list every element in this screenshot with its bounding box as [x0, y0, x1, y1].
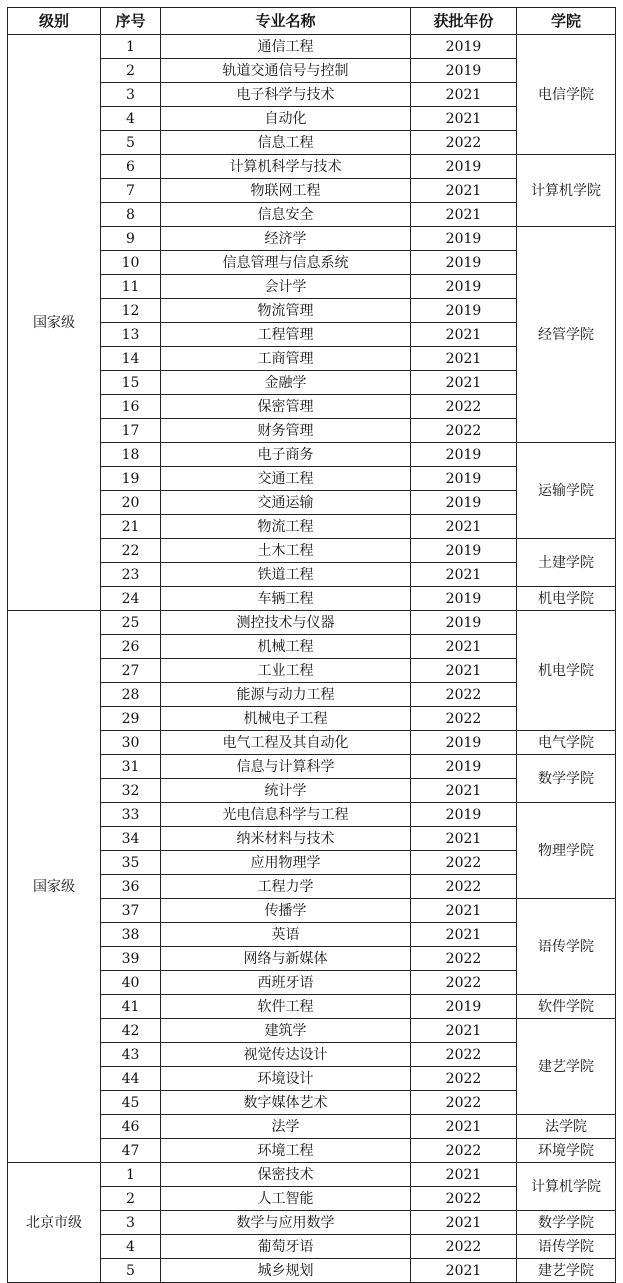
table-row	[8, 1163, 616, 1187]
seq-cell: 17	[101, 419, 161, 443]
approval-year-cell: 2022	[411, 683, 517, 707]
college-cell: 数学学院	[517, 1211, 616, 1235]
seq-cell: 35	[101, 851, 161, 875]
major-name-cell: 自动化	[161, 107, 411, 131]
approval-year-cell: 2019	[411, 803, 517, 827]
approval-year-cell: 2021	[411, 179, 517, 203]
major-name-cell: 信息管理与信息系统	[161, 251, 411, 275]
seq-cell: 21	[101, 515, 161, 539]
seq-cell: 3	[101, 83, 161, 107]
header-level: 级别	[8, 8, 101, 35]
major-name-cell: 工程力学	[161, 875, 411, 899]
seq-cell: 15	[101, 371, 161, 395]
table-row	[8, 35, 616, 59]
major-name-cell: 交通运输	[161, 491, 411, 515]
approval-year-cell: 2022	[411, 419, 517, 443]
major-name-cell: 网络与新媒体	[161, 947, 411, 971]
approval-year-cell: 2021	[411, 347, 517, 371]
college-cell: 环境学院	[517, 1139, 616, 1163]
major-name-cell: 机械电子工程	[161, 707, 411, 731]
approval-year-cell: 2021	[411, 1259, 517, 1283]
major-name-cell: 电子科学与技术	[161, 83, 411, 107]
seq-cell: 38	[101, 923, 161, 947]
college-cell: 计算机学院	[517, 1163, 616, 1211]
college-cell: 运输学院	[517, 443, 616, 539]
seq-cell: 33	[101, 803, 161, 827]
seq-cell: 4	[101, 1235, 161, 1259]
college-cell: 建艺学院	[517, 1259, 616, 1283]
approval-year-cell: 2019	[411, 155, 517, 179]
seq-cell: 27	[101, 659, 161, 683]
approval-year-cell: 2021	[411, 563, 517, 587]
seq-cell: 10	[101, 251, 161, 275]
major-name-cell: 机械工程	[161, 635, 411, 659]
approval-year-cell: 2019	[411, 467, 517, 491]
college-cell: 机电学院	[517, 587, 616, 611]
seq-cell: 28	[101, 683, 161, 707]
seq-cell: 32	[101, 779, 161, 803]
college-cell: 电气学院	[517, 731, 616, 755]
approval-year-cell: 2021	[411, 899, 517, 923]
approval-year-cell: 2021	[411, 923, 517, 947]
approval-year-cell: 2021	[411, 659, 517, 683]
approval-year-cell: 2019	[411, 995, 517, 1019]
approval-year-cell: 2019	[411, 35, 517, 59]
major-name-cell: 车辆工程	[161, 587, 411, 611]
seq-cell: 37	[101, 899, 161, 923]
major-name-cell: 信息工程	[161, 131, 411, 155]
level-cell: 国家级	[8, 611, 101, 1163]
approval-year-cell: 2021	[411, 83, 517, 107]
seq-cell: 46	[101, 1115, 161, 1139]
header-no: 序号	[101, 8, 161, 35]
major-name-cell: 城乡规划	[161, 1259, 411, 1283]
table-body	[8, 35, 616, 1283]
major-name-cell: 英语	[161, 923, 411, 947]
seq-cell: 36	[101, 875, 161, 899]
approval-year-cell: 2021	[411, 203, 517, 227]
seq-cell: 9	[101, 227, 161, 251]
seq-cell: 3	[101, 1211, 161, 1235]
seq-cell: 19	[101, 467, 161, 491]
level-cell: 国家级	[8, 35, 101, 611]
seq-cell: 42	[101, 1019, 161, 1043]
major-name-cell: 物联网工程	[161, 179, 411, 203]
major-name-cell: 数学与应用数学	[161, 1211, 411, 1235]
seq-cell: 31	[101, 755, 161, 779]
major-name-cell: 数字媒体艺术	[161, 1091, 411, 1115]
major-name-cell: 葡萄牙语	[161, 1235, 411, 1259]
seq-cell: 8	[101, 203, 161, 227]
major-name-cell: 金融学	[161, 371, 411, 395]
approval-year-cell: 2021	[411, 1019, 517, 1043]
college-cell: 土建学院	[517, 539, 616, 587]
approval-year-cell: 2021	[411, 371, 517, 395]
major-name-cell: 西班牙语	[161, 971, 411, 995]
seq-cell: 5	[101, 1259, 161, 1283]
approval-year-cell: 2019	[411, 755, 517, 779]
seq-cell: 25	[101, 611, 161, 635]
seq-cell: 2	[101, 59, 161, 83]
seq-cell: 47	[101, 1139, 161, 1163]
seq-cell: 40	[101, 971, 161, 995]
major-name-cell: 环境工程	[161, 1139, 411, 1163]
major-name-cell: 工程管理	[161, 323, 411, 347]
major-name-cell: 保密技术	[161, 1163, 411, 1187]
seq-cell: 45	[101, 1091, 161, 1115]
approval-year-cell: 2019	[411, 275, 517, 299]
approval-year-cell: 2019	[411, 251, 517, 275]
approval-year-cell: 2022	[411, 947, 517, 971]
major-name-cell: 交通工程	[161, 467, 411, 491]
major-name-cell: 会计学	[161, 275, 411, 299]
seq-cell: 12	[101, 299, 161, 323]
major-name-cell: 工商管理	[161, 347, 411, 371]
college-cell: 电信学院	[517, 35, 616, 155]
approval-year-cell: 2021	[411, 1211, 517, 1235]
seq-cell: 16	[101, 395, 161, 419]
major-name-cell: 轨道交通信号与控制	[161, 59, 411, 83]
majors-table	[7, 7, 616, 1283]
approval-year-cell: 2022	[411, 971, 517, 995]
major-name-cell: 纳米材料与技术	[161, 827, 411, 851]
college-cell: 建艺学院	[517, 1019, 616, 1115]
seq-cell: 2	[101, 1187, 161, 1211]
major-name-cell: 电子商务	[161, 443, 411, 467]
seq-cell: 13	[101, 323, 161, 347]
approval-year-cell: 2022	[411, 131, 517, 155]
major-name-cell: 铁道工程	[161, 563, 411, 587]
approval-year-cell: 2022	[411, 1067, 517, 1091]
approval-year-cell: 2019	[411, 611, 517, 635]
approval-year-cell: 2021	[411, 1163, 517, 1187]
seq-cell: 39	[101, 947, 161, 971]
seq-cell: 23	[101, 563, 161, 587]
approval-year-cell: 2019	[411, 227, 517, 251]
approval-year-cell: 2022	[411, 1235, 517, 1259]
approval-year-cell: 2022	[411, 395, 517, 419]
seq-cell: 26	[101, 635, 161, 659]
seq-cell: 5	[101, 131, 161, 155]
header-name: 专业名称	[161, 8, 411, 35]
approval-year-cell: 2019	[411, 299, 517, 323]
approval-year-cell: 2021	[411, 515, 517, 539]
major-name-cell: 信息与计算科学	[161, 755, 411, 779]
approval-year-cell: 2022	[411, 851, 517, 875]
college-cell: 软件学院	[517, 995, 616, 1019]
seq-cell: 7	[101, 179, 161, 203]
seq-cell: 30	[101, 731, 161, 755]
header-year: 获批年份	[411, 8, 517, 35]
approval-year-cell: 2019	[411, 491, 517, 515]
approval-year-cell: 2022	[411, 1091, 517, 1115]
header-college: 学院	[517, 8, 616, 35]
major-name-cell: 经济学	[161, 227, 411, 251]
major-name-cell: 财务管理	[161, 419, 411, 443]
seq-cell: 11	[101, 275, 161, 299]
approval-year-cell: 2021	[411, 323, 517, 347]
approval-year-cell: 2022	[411, 1187, 517, 1211]
seq-cell: 22	[101, 539, 161, 563]
major-name-cell: 人工智能	[161, 1187, 411, 1211]
major-name-cell: 物流管理	[161, 299, 411, 323]
major-name-cell: 电气工程及其自动化	[161, 731, 411, 755]
seq-cell: 1	[101, 35, 161, 59]
approval-year-cell: 2019	[411, 731, 517, 755]
major-name-cell: 物流工程	[161, 515, 411, 539]
approval-year-cell: 2021	[411, 779, 517, 803]
level-cell: 北京市级	[8, 1163, 101, 1283]
approval-year-cell: 2021	[411, 1115, 517, 1139]
seq-cell: 41	[101, 995, 161, 1019]
major-name-cell: 建筑学	[161, 1019, 411, 1043]
major-name-cell: 统计学	[161, 779, 411, 803]
major-name-cell: 传播学	[161, 899, 411, 923]
college-cell: 计算机学院	[517, 155, 616, 227]
major-name-cell: 测控技术与仪器	[161, 611, 411, 635]
approval-year-cell: 2022	[411, 1139, 517, 1163]
seq-cell: 6	[101, 155, 161, 179]
major-name-cell: 软件工程	[161, 995, 411, 1019]
seq-cell: 43	[101, 1043, 161, 1067]
college-cell: 法学院	[517, 1115, 616, 1139]
approval-year-cell: 2021	[411, 107, 517, 131]
approval-year-cell: 2019	[411, 443, 517, 467]
college-cell: 经管学院	[517, 227, 616, 443]
major-name-cell: 土木工程	[161, 539, 411, 563]
seq-cell: 18	[101, 443, 161, 467]
major-name-cell: 视觉传达设计	[161, 1043, 411, 1067]
approval-year-cell: 2021	[411, 635, 517, 659]
seq-cell: 34	[101, 827, 161, 851]
major-name-cell: 通信工程	[161, 35, 411, 59]
approval-year-cell: 2019	[411, 587, 517, 611]
major-name-cell: 法学	[161, 1115, 411, 1139]
major-name-cell: 应用物理学	[161, 851, 411, 875]
college-cell: 语传学院	[517, 1235, 616, 1259]
major-name-cell: 光电信息科学与工程	[161, 803, 411, 827]
seq-cell: 4	[101, 107, 161, 131]
college-cell: 机电学院	[517, 611, 616, 731]
approval-year-cell: 2022	[411, 1043, 517, 1067]
header-row	[8, 8, 616, 35]
seq-cell: 14	[101, 347, 161, 371]
seq-cell: 24	[101, 587, 161, 611]
major-name-cell: 信息安全	[161, 203, 411, 227]
seq-cell: 1	[101, 1163, 161, 1187]
major-name-cell: 能源与动力工程	[161, 683, 411, 707]
table-row	[8, 611, 616, 635]
major-name-cell: 保密管理	[161, 395, 411, 419]
seq-cell: 44	[101, 1067, 161, 1091]
approval-year-cell: 2019	[411, 539, 517, 563]
approval-year-cell: 2019	[411, 59, 517, 83]
major-name-cell: 工业工程	[161, 659, 411, 683]
seq-cell: 20	[101, 491, 161, 515]
approval-year-cell: 2022	[411, 875, 517, 899]
approval-year-cell: 2022	[411, 707, 517, 731]
seq-cell: 29	[101, 707, 161, 731]
college-cell: 数学学院	[517, 755, 616, 803]
approval-year-cell: 2021	[411, 827, 517, 851]
major-name-cell: 环境设计	[161, 1067, 411, 1091]
college-cell: 语传学院	[517, 899, 616, 995]
major-name-cell: 计算机科学与技术	[161, 155, 411, 179]
college-cell: 物理学院	[517, 803, 616, 899]
